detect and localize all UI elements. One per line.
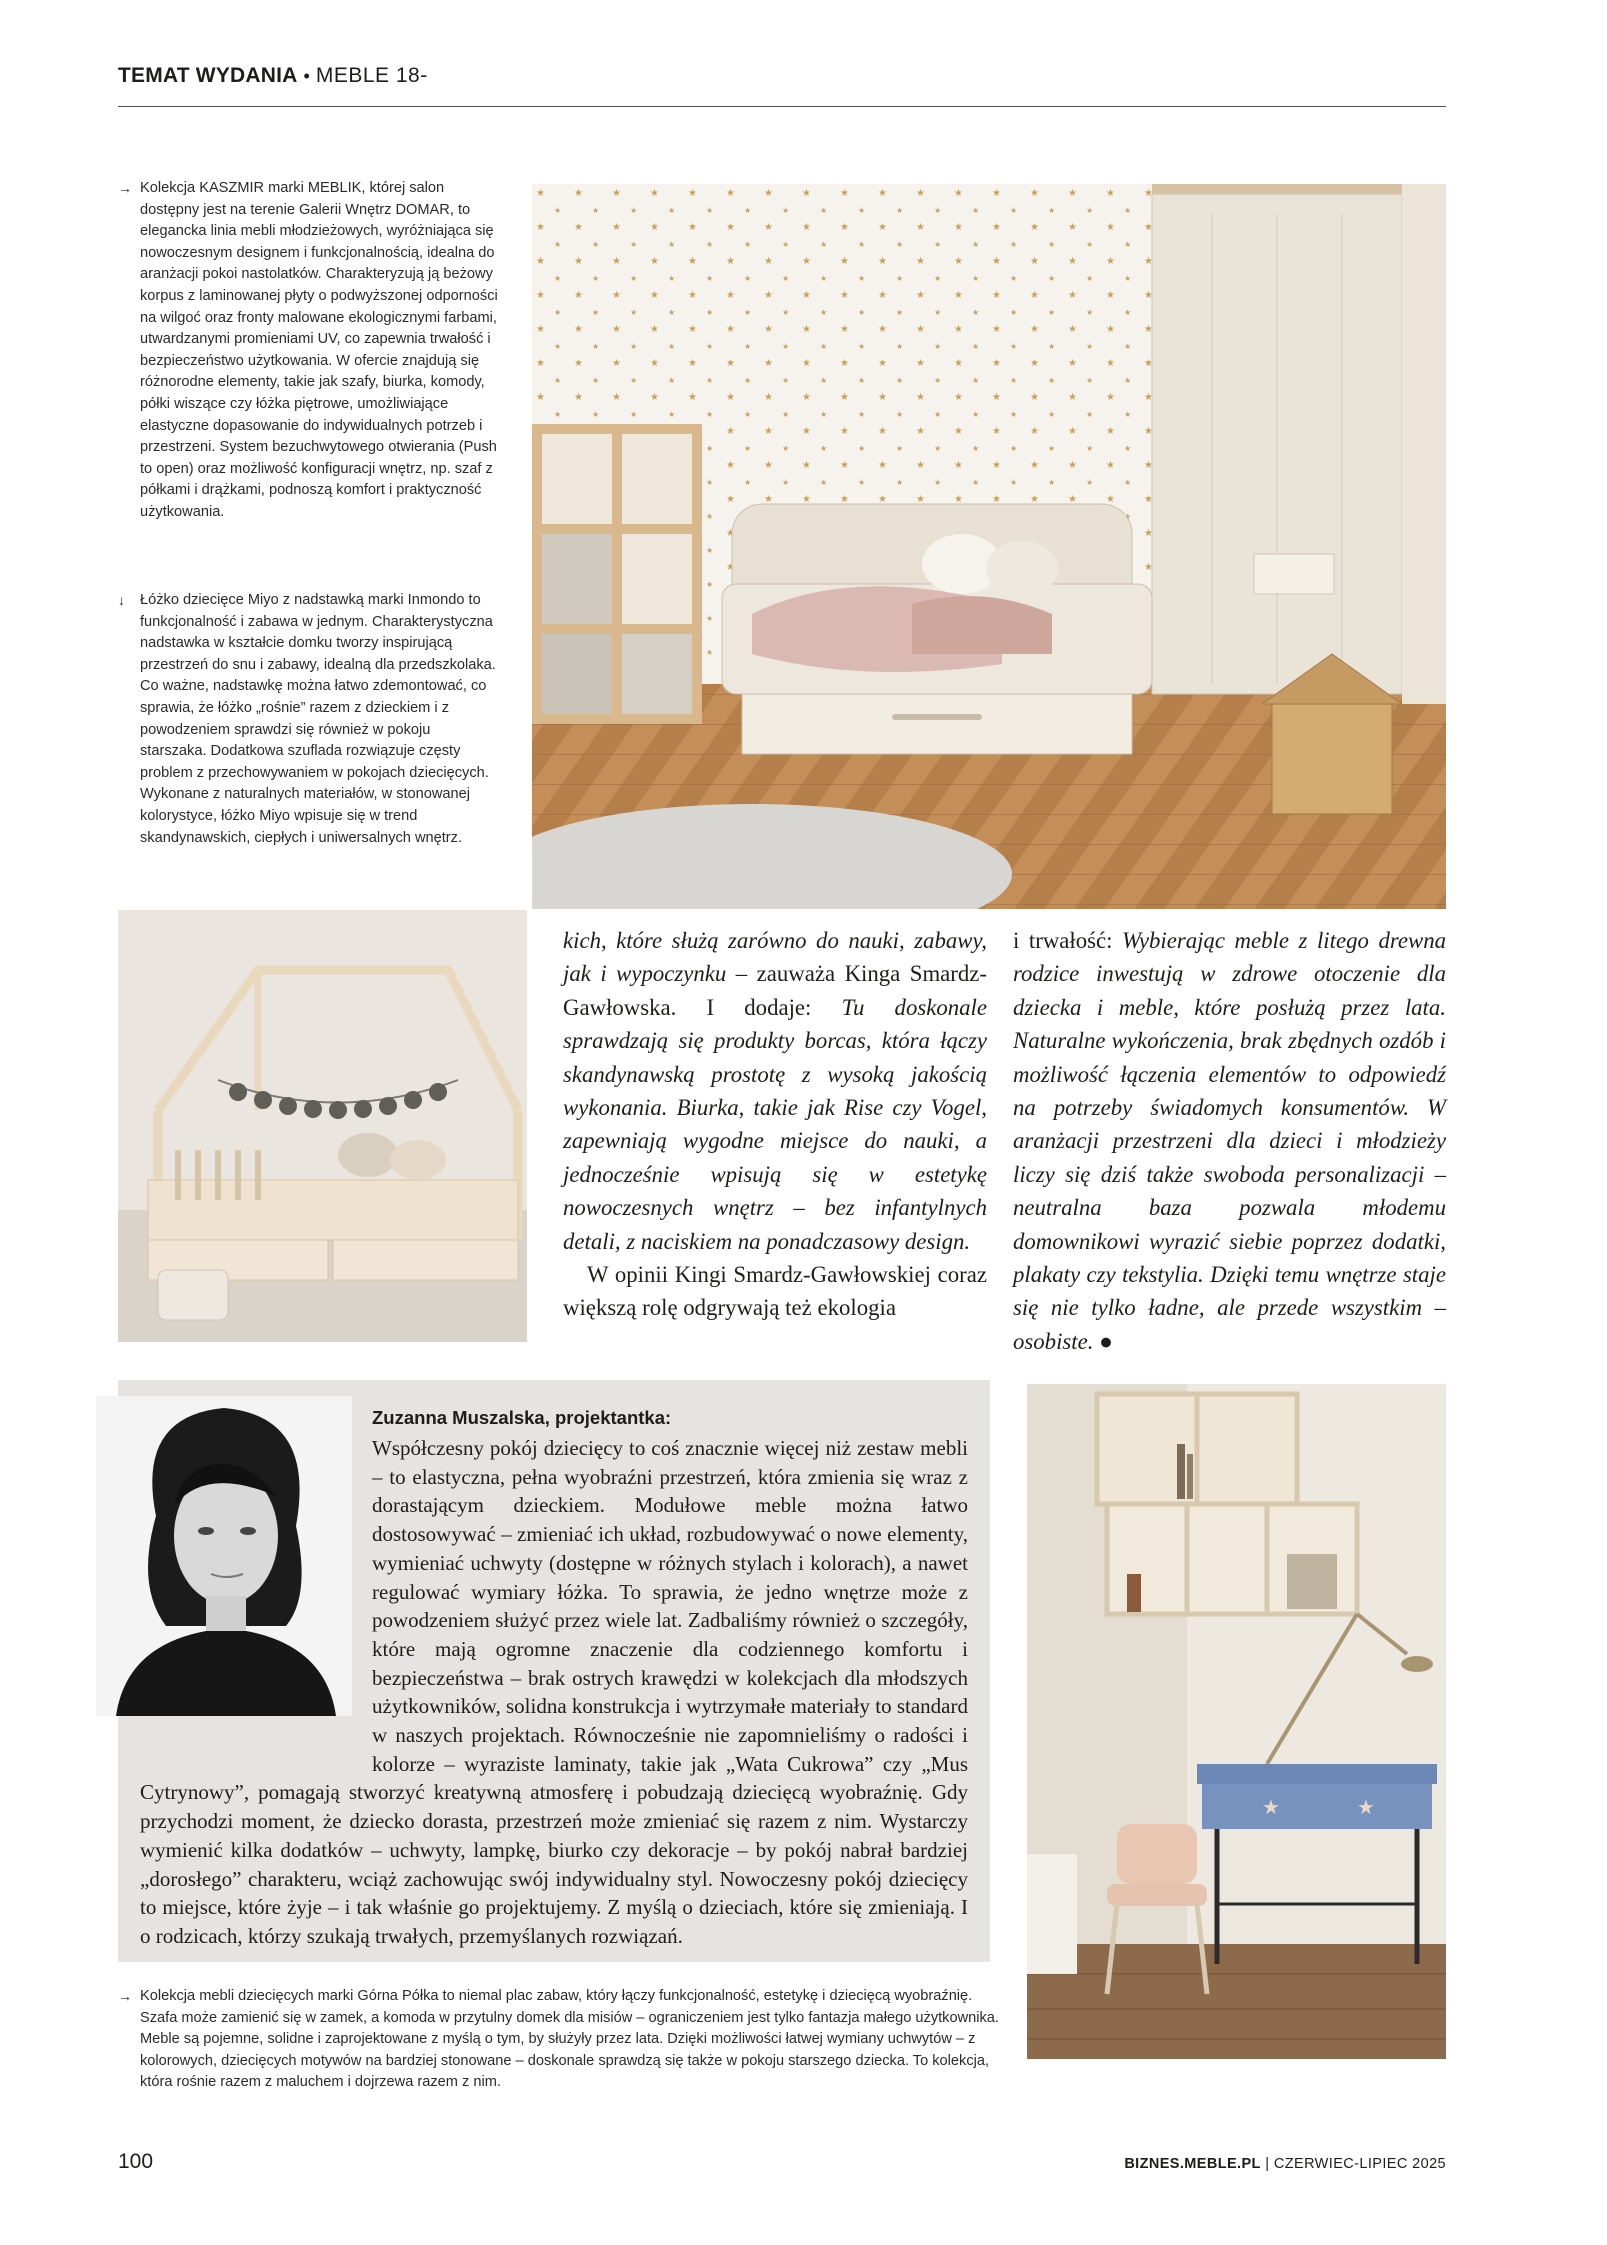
photo-gorna-polka-desk [1027,1384,1446,2059]
article-col1-opening: kich, które służą zarówno do nauki, zabawy, jak i wypoczynku [563,928,987,987]
article-column-2 [1013,924,1446,1358]
footer-issue: CZERWIEC-LIPIEC 2025 [1273,2156,1446,2172]
caption-miyo [118,590,498,849]
arrow-down-icon: ↓ [118,592,125,608]
svg-text:★: ★ [1262,1795,1280,1819]
article-col1-para1 [563,924,987,1258]
quote-body: Współczesny pokój dziecięcy to coś znacznie więcej niż zestaw mebli – to elastyczna, pełna wyobraźni przestrzeń, która zmienia się wraz z dorastającym dzieckiem. Modułowe meble można łatwo dostosowywać – zmieniać ich układ, rozbudowywać o nowe elementy, wymieniać uchwyty (dostępne w różnych stylach i kolorach), a nawet regulować wymiary łóżka. To sprawia, że jedno wnętrze może z powodzeniem służyć przez wiele lat. Zadbaliśmy również o szczegóły, które mają ogromne znaczenie dla codziennego komfortu i bezpieczeństwa – brak ostrych krawędzi w kolekcjach dla młodszych użytkowników, solidna konstrukcja i wytrzymałe materiały to standard w naszych projektach. Równocześnie nie zapomnieliśmy o radości i kolorze – wyraziste laminaty, takie jak „Wata Cukrowa” czy „Mus Cytrynowy”, pomagają stworzyć kreatywną atmosferę i pobudzają dziecięcą wyobraźnię. Gdy przychodzi moment, że dziecko dorasta, przestrzeń może zmieniać się razem z nim. Wystarczy wymienić kilka dodatków – uchwyty, lampkę, biurko czy dekoracje – by pokój nabrał bardziej „dorosłego” charakteru, wciąż zachowując swój indywidualny styl. Nowoczesny pokój dziecięcy to miejsce, które żyje – i tak właśnie go projektujemy. Z myślą o dzieciach, które się zmieniają. I o rodzicach, którzy szukają trwałych, przemyślanych rozwiązań. [140,1436,968,1948]
arrow-right-icon: → [118,1988,132,2004]
caption-gorna-polka [118,1986,1000,2094]
desk-room-illustration [1027,1384,1446,2059]
quote-author: Zuzanna Muszalska, projektantka: [372,1407,672,1428]
arrow-right-icon: → [118,180,132,196]
article-col1-quote: Tu doskonale sprawdzają się produkty borcas, która łączy skandynawską prostotę z wysoką jakością wykonania. Biurka, takie jak Rise czy Vogel, zapewniają wygodne miejsce do nauki, a jednocześnie wpisują się w estetykę nowoczesnych wnętrz – bez infantylnych detali, z naciskiem na ponadczasowy design. [563,994,987,1254]
svg-text:★: ★ [1357,1795,1375,1819]
photo-kaszmir-bedroom [532,184,1446,909]
quote-body-wrap [140,1434,968,1951]
footer-site: BIZNES.MEBLE.PL [1124,2156,1261,2172]
article-col2-quote: Wybierając meble z litego drewna rodzice inwestują w zdrowe otoczenie dla dziecka i meble, które posłużą przez lata. Naturalne wykończenia, brak zbędnych ozdób i możliwość łączenia elementów to odpowiedź na potrzeby świadomych konsumentów. W aranżacji przestrzeni dla dzieci i młodzieży liczy się dziś także swoboda personalizacji – neutralna baza pozwala młodemu domownikowi wyrazić siebie poprzez dodatki, plakaty czy tekstylia. Dzięki temu wnętrze staje się nie tylko ładne, ale przede wszystkim – osobiste. [1013,928,1446,1354]
end-mark-icon: ● [1099,1328,1113,1354]
footer-divider: | [1265,2156,1270,2172]
article-column-1 [563,924,987,1325]
footer-publication [1040,2156,1446,2172]
section-subtitle: MEBLE 18- [315,64,428,87]
miyo-bed-illustration [118,910,527,1342]
photo-miyo-bed [118,910,527,1342]
section-title: TEMAT WYDANIA [118,64,298,87]
header-separator: • [303,66,310,86]
article-col2-para [1013,924,1446,1358]
caption-kaszmir-text: Kolekcja KASZMIR marki MEBLIK, której salon dostępny jest na terenie Galerii Wnętrz DOMAR, to elegancka linia mebli młodzieżowych, wyróżniająca się nowoczesnym designem i funkcjonalnością, idealna do aranżacji pokoi nastolatków. Charakteryzują ją beżowy korpus z laminowanej płyty o podwyższonej odporności na wilgoć oraz fronty malowane ekologicznymi farbami, utwardzanymi promieniami UV, co zapewnia trwałość i bezpieczeństwo użytkowania. W ofercie znajdują się różnorodne elementy, takie jak szafy, biurka, komody, półki wiszące czy łóżka piętrowe, umożliwiające elastyczne dopasowanie do indywidualnych potrzeb i przestrzeni. System bezuchwytowego otwierania (Push to open) oraz możliwość konfiguracji wnętrz, np. szaf z półkami i drążkami, podnoszą komfort i praktyczność użytkowania. [140,180,498,520]
quote-header [372,1404,968,1433]
article-col2-opening: i trwałość: [1013,928,1123,953]
kaszmir-bedroom-illustration [532,184,1446,909]
article-col1-attribution: – zauważa Kinga Smardz-Gawłowska. I dodaje: [563,961,988,1020]
portrait-float-spacer [140,1434,372,1750]
caption-miyo-text: Łóżko dziecięce Miyo z nadstawką marki Inmondo to funkcjonalność i zabawa w jednym. Charakterystyczna nadstawka w kształcie domku tworzy inspirującą przestrzeń do snu i zabawy, idealną dla przedszkolaka. Co ważne, nadstawkę można łatwo zdemontować, co sprawia, że łóżko „rośnie” razem z dzieckiem i z powodzeniem sprawdzi się również w pokoju starszaka. Dodatkowa szuflada rozwiązuje częsty problem z przechowywaniem w pokojach dziecięcych. Wykonane z naturalnych materiałów, w stonowanej kolorystyce, łóżko Miyo wpisuje się w trend skandynawskich, ciepłych i uniwersalnych wnętrz. [140,592,496,846]
page-number: 100 [118,2150,154,2173]
page-header [118,64,1446,107]
caption-gorna-polka-text: Kolekcja mebli dziecięcych marki Górna Półka to niemal plac zabaw, który łączy funkcjonalność, estetykę i dziecięcą wyobraźnię. Szafa może zamienić się w zamek, a komoda w przytulny domek dla misiów – ograniczeniem jest tylko fantazja małego użytkownika. Meble są pojemne, solidne i zaprojektowane z myślą o tym, by służyły przez lata. Dzięki możliwości łatwej wymiany uchwytów – z kolorowych, dziecięcych motywów na bardziej stonowane – doskonale sprawdzą się także w pokoju starszego dziecka. To kolekcja, która rośnie razem z maluchem i dojrzewa razem z nim. [140,1988,999,2091]
caption-kaszmir [118,178,498,524]
article-col1-para2: W opinii Kingi Smardz-Gawłowskiej coraz większą rolę odgrywają też ekologia [563,1262,987,1321]
